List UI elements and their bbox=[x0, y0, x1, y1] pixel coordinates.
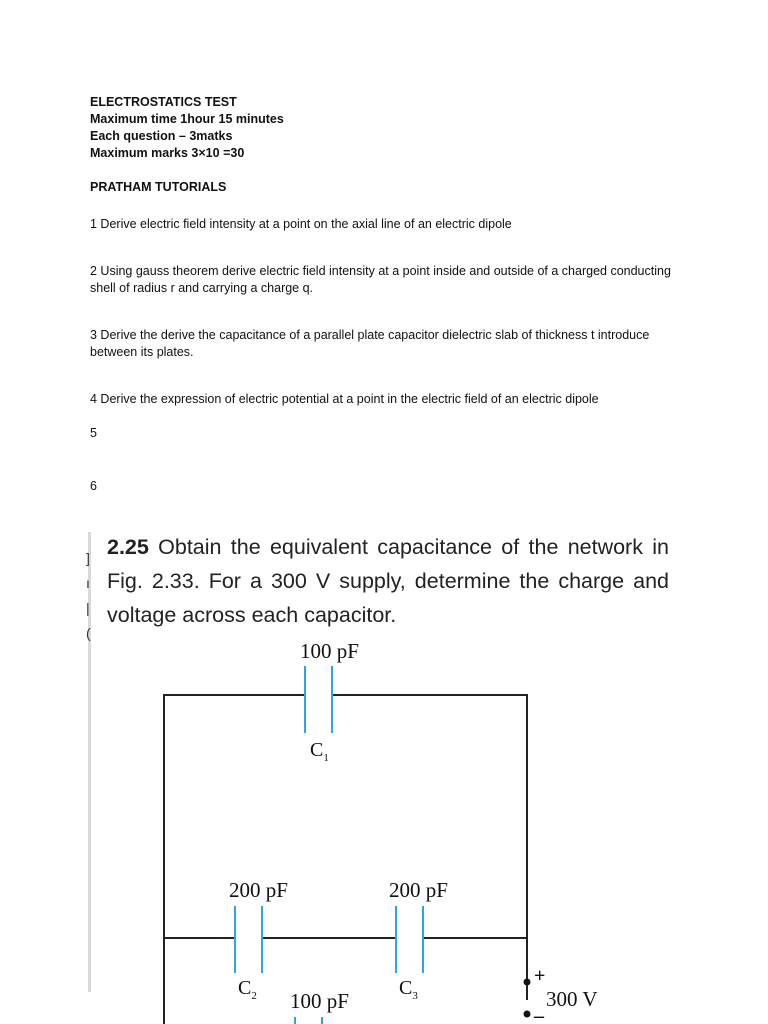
c1-label: $C_1$ bbox=[310, 739, 329, 764]
c3-label: $C_3$ bbox=[399, 977, 418, 1002]
capacitor-plates bbox=[235, 666, 423, 1024]
c2-label: $C_2$ bbox=[238, 977, 257, 1002]
circuit-wires bbox=[164, 695, 527, 1024]
textbook-excerpt bbox=[86, 530, 768, 1024]
supply-terminal-positive bbox=[524, 979, 531, 986]
c4-value: 100 pF bbox=[290, 989, 349, 1013]
institute-name: PRATHAM TUTORIALS bbox=[90, 180, 227, 194]
c2-value: 200 pF bbox=[229, 878, 288, 902]
supply-terminal-negative bbox=[524, 1011, 531, 1018]
supply-voltage: 300 V bbox=[546, 987, 598, 1011]
marks-per-question: Each question – 3matks bbox=[90, 129, 233, 143]
c1-value: 100 pF bbox=[300, 639, 359, 663]
max-marks: Maximum marks 3×10 =30 bbox=[90, 146, 245, 160]
question-4: 4 Derive the expression of electric potential at a point in the electric field of an electric dipole bbox=[90, 392, 599, 406]
capacitor-network-diagram bbox=[86, 530, 768, 1024]
question-1: 1 Derive electric field intensity at a point on the axial line of an electric dipole bbox=[90, 217, 512, 231]
problem-text: Obtain the equivalent capacitance of the network in Fig. 2.33. For a 300 V supply, determine the charge and voltage across each capacitor. bbox=[107, 535, 669, 627]
margin-marks: ] ı | ( bbox=[86, 550, 91, 641]
question-3: 3 Derive the derive the capacitance of a parallel plate capacitor dielectric slab of thickness t introduce between its plates. bbox=[90, 328, 650, 359]
question-6: 6 bbox=[90, 479, 97, 493]
supply-minus-sign: – bbox=[534, 1005, 544, 1024]
test-title: ELECTROSTATICS TEST bbox=[90, 95, 237, 109]
supply-plus-sign: + bbox=[534, 965, 546, 987]
wire-top-left bbox=[164, 695, 304, 1024]
problem-number: 2.25 bbox=[107, 535, 149, 559]
question-2: 2 Using gauss theorem derive electric field intensity at a point inside and outside of a charged conducting shell of radius r and carrying a charge q. bbox=[90, 264, 671, 295]
question-5: 5 bbox=[90, 426, 97, 440]
c3-value: 200 pF bbox=[389, 878, 448, 902]
test-header bbox=[90, 94, 284, 162]
max-time: Maximum time 1hour 15 minutes bbox=[90, 112, 284, 126]
